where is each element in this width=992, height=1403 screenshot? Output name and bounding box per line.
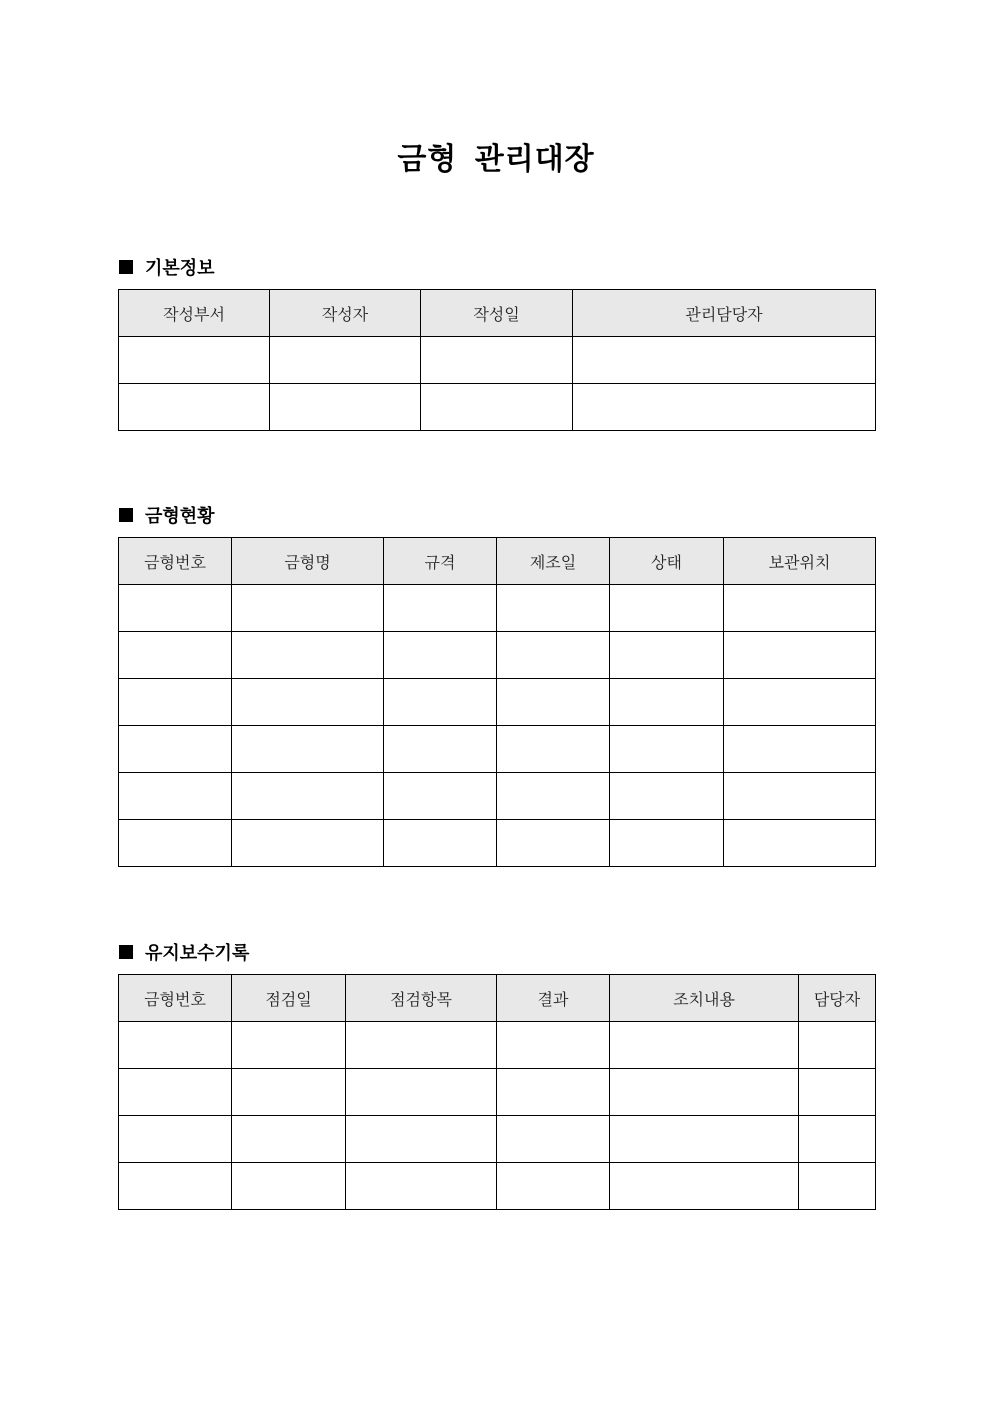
table-cell[interactable] <box>346 1069 497 1116</box>
table-row <box>119 585 876 632</box>
table-cell[interactable] <box>497 1163 610 1210</box>
table-cell[interactable] <box>724 820 876 867</box>
table-cell[interactable] <box>346 1116 497 1163</box>
table-header-row <box>119 538 876 585</box>
table-cell[interactable] <box>119 1069 232 1116</box>
table-cell[interactable] <box>610 1116 799 1163</box>
table-cell[interactable] <box>232 1069 346 1116</box>
table-cell[interactable] <box>119 773 232 820</box>
table-cell[interactable] <box>346 1163 497 1210</box>
basic-info-table <box>118 289 876 431</box>
table-row <box>119 337 876 384</box>
table-cell[interactable] <box>610 585 724 632</box>
table-cell[interactable] <box>610 773 724 820</box>
table-cell[interactable] <box>119 337 270 384</box>
table-cell[interactable] <box>119 384 270 431</box>
table-row <box>119 632 876 679</box>
table-cell[interactable] <box>119 726 232 773</box>
section-heading-label: 유지보수기록 <box>145 943 250 964</box>
square-bullet-icon <box>119 260 133 274</box>
table-cell[interactable] <box>724 632 876 679</box>
table-cell[interactable] <box>421 384 573 431</box>
square-bullet-icon <box>119 945 133 959</box>
table-cell[interactable] <box>724 726 876 773</box>
table-cell[interactable] <box>497 773 610 820</box>
maintenance-log-table <box>118 974 876 1210</box>
table-cell[interactable] <box>497 585 610 632</box>
table-cell[interactable] <box>119 632 232 679</box>
table-cell[interactable] <box>724 585 876 632</box>
table-cell[interactable] <box>270 337 421 384</box>
table-cell[interactable] <box>384 773 497 820</box>
table-row <box>119 726 876 773</box>
table-header-row <box>119 290 876 337</box>
column-header: 보관위치 <box>724 538 876 585</box>
table-cell[interactable] <box>497 820 610 867</box>
column-header: 작성일 <box>421 290 573 337</box>
table-cell[interactable] <box>232 1022 346 1069</box>
table-cell[interactable] <box>610 820 724 867</box>
column-header: 조치내용 <box>610 975 799 1022</box>
table-cell[interactable] <box>232 632 384 679</box>
table-cell[interactable] <box>232 726 384 773</box>
table-cell[interactable] <box>497 632 610 679</box>
table-header-row <box>119 975 876 1022</box>
table-cell[interactable] <box>232 773 384 820</box>
table-cell[interactable] <box>799 1116 876 1163</box>
table-row <box>119 1116 876 1163</box>
column-header: 상태 <box>610 538 724 585</box>
document-title: 금형 관리대장 <box>397 142 595 177</box>
table-cell[interactable] <box>497 1022 610 1069</box>
column-header: 금형번호 <box>119 538 232 585</box>
column-header: 점검항목 <box>346 975 497 1022</box>
column-header: 작성부서 <box>119 290 270 337</box>
table-cell[interactable] <box>119 1163 232 1210</box>
section-heading-basic-info <box>119 254 215 280</box>
table-row <box>119 820 876 867</box>
table-cell[interactable] <box>384 679 497 726</box>
table-row <box>119 773 876 820</box>
table-cell[interactable] <box>384 726 497 773</box>
table-cell[interactable] <box>610 1163 799 1210</box>
table-cell[interactable] <box>799 1163 876 1210</box>
table-cell[interactable] <box>232 820 384 867</box>
section-heading-mold-status <box>119 502 215 528</box>
table-cell[interactable] <box>497 679 610 726</box>
table-cell[interactable] <box>384 632 497 679</box>
table-cell[interactable] <box>384 585 497 632</box>
table-row <box>119 384 876 431</box>
section-heading-label: 금형현황 <box>145 506 215 527</box>
table-cell[interactable] <box>799 1069 876 1116</box>
table-cell[interactable] <box>119 1022 232 1069</box>
table-cell[interactable] <box>497 726 610 773</box>
column-header: 금형번호 <box>119 975 232 1022</box>
table-cell[interactable] <box>119 1116 232 1163</box>
table-cell[interactable] <box>232 1163 346 1210</box>
table-cell[interactable] <box>119 820 232 867</box>
table-cell[interactable] <box>724 679 876 726</box>
column-header: 담당자 <box>799 975 876 1022</box>
column-header: 금형명 <box>232 538 384 585</box>
table-cell[interactable] <box>384 820 497 867</box>
table-cell[interactable] <box>421 337 573 384</box>
table-cell[interactable] <box>799 1022 876 1069</box>
table-cell[interactable] <box>610 679 724 726</box>
table-cell[interactable] <box>497 1069 610 1116</box>
table-cell[interactable] <box>610 726 724 773</box>
mold-status-table <box>118 537 876 867</box>
table-cell[interactable] <box>232 679 384 726</box>
table-cell[interactable] <box>497 1116 610 1163</box>
table-cell[interactable] <box>573 337 876 384</box>
table-cell[interactable] <box>724 773 876 820</box>
table-cell[interactable] <box>270 384 421 431</box>
table-row <box>119 679 876 726</box>
square-bullet-icon <box>119 508 133 522</box>
table-cell[interactable] <box>232 1116 346 1163</box>
table-cell[interactable] <box>119 585 232 632</box>
section-heading-label: 기본정보 <box>145 258 215 279</box>
column-header: 관리담당자 <box>573 290 876 337</box>
table-row <box>119 1022 876 1069</box>
table-cell[interactable] <box>573 384 876 431</box>
table-row <box>119 1069 876 1116</box>
column-header: 점검일 <box>232 975 346 1022</box>
table-cell[interactable] <box>610 1022 799 1069</box>
table-cell[interactable] <box>232 585 384 632</box>
column-header: 규격 <box>384 538 497 585</box>
table-cell[interactable] <box>610 1069 799 1116</box>
table-cell[interactable] <box>346 1022 497 1069</box>
table-cell[interactable] <box>119 679 232 726</box>
table-row <box>119 1163 876 1210</box>
column-header: 결과 <box>497 975 610 1022</box>
section-heading-maintenance-log <box>119 939 249 965</box>
column-header: 제조일 <box>497 538 610 585</box>
table-cell[interactable] <box>610 632 724 679</box>
column-header: 작성자 <box>270 290 421 337</box>
